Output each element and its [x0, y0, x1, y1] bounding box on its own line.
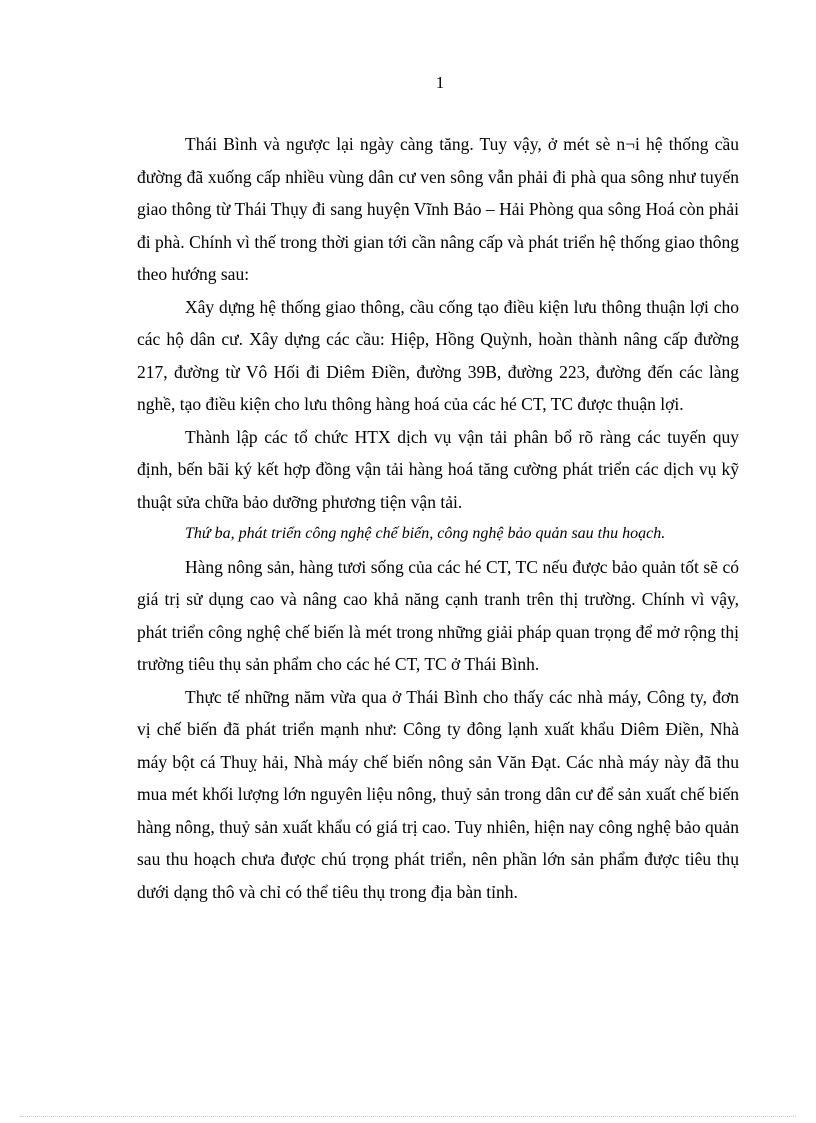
paragraph-transport-cooperatives: Thành lập các tổ chức HTX dịch vụ vận tải phân bổ rõ ràng các tuyến quy định, bến bãi ký kết hợp đồng vận tải hàng hoá tăng cường phát triển các dịch vụ kỹ thuật sửa chữa bảo dưỡng phương tiện vận tải.	[137, 426, 739, 512]
paragraph-transport-intro: Thái Bình và ngược lại ngày càng tăng. Tuy vậy, ở mét sè n¬i hệ thống cầu đường đã xuống cấp nhiều vùng dân cư ven sông vẫn phải đi phà qua sông như tuyến giao thông từ Thái Thụy đi sang huyện Vĩnh Bảo – Hải Phòng qua sông Hoá còn phải đi phà. Chính vì thế trong thời gian tới cần nâng cấp và phát triển hệ thống giao thông theo hướng sau:	[137, 134, 739, 284]
page-bottom-divider	[20, 1116, 796, 1117]
paragraph-transport-construction: Xây dựng hệ thống giao thông, cầu cống tạo điều kiện lưu thông thuận lợi cho các hộ dân cư. Xây dựng các cầu: Hiệp, Hồng Quỳnh, hoàn thành nâng cấp đường 217, đường từ Vô Hối đi Diêm Điền, đường 39B, đường 223, đường đến các làng nghề, tạo điều kiện cho lưu thông hàng hoá của các hé CT, TC được thuận lợi.	[137, 296, 739, 414]
section-heading-processing: Thứ ba, phát triển công nghệ chế biến, công nghệ bảo quản sau thu hoạch.	[185, 525, 666, 542]
paragraph-processing-reality: Thực tế những năm vừa qua ở Thái Bình cho thấy các nhà máy, Công ty, đơn vị chế biến đã phát triển mạnh như: Công ty đông lạnh xuất khẩu Diêm Điền, Nhà máy bột cá Thuỵ hải, Nhà máy chế biến nông sản Văn Đạt. Các nhà máy này đã thu mua mét khối lượng lớn nguyên liệu nông, thuỷ sản trong dân cư để sản xuất chế biến hàng nông, thuỷ sản xuất khẩu có giá trị cao. Tuy nhiên, hiện nay công nghệ bảo quản sau thu hoạch chưa được chú trọng phát triển, nên phần lớn sản phẩm được tiêu thụ dưới dạng thô và chỉ có thể tiêu thụ trong địa bàn tỉnh.	[137, 686, 739, 902]
document-body	[137, 128, 739, 908]
paragraph-processing-importance: Hàng nông sản, hàng tươi sống của các hé CT, TC nếu được bảo quản tốt sẽ có giá trị sử dụng cao và nâng cao khả năng cạnh tranh trên thị trường. Chính vì vậy, phát triển công nghệ chế biến là mét trong những giải pháp quan trọng để mở rộng thị trường tiêu thụ sản phẩm cho các hé CT, TC ở Thái Bình.	[137, 556, 739, 674]
page-number: 1	[435, 73, 445, 92]
